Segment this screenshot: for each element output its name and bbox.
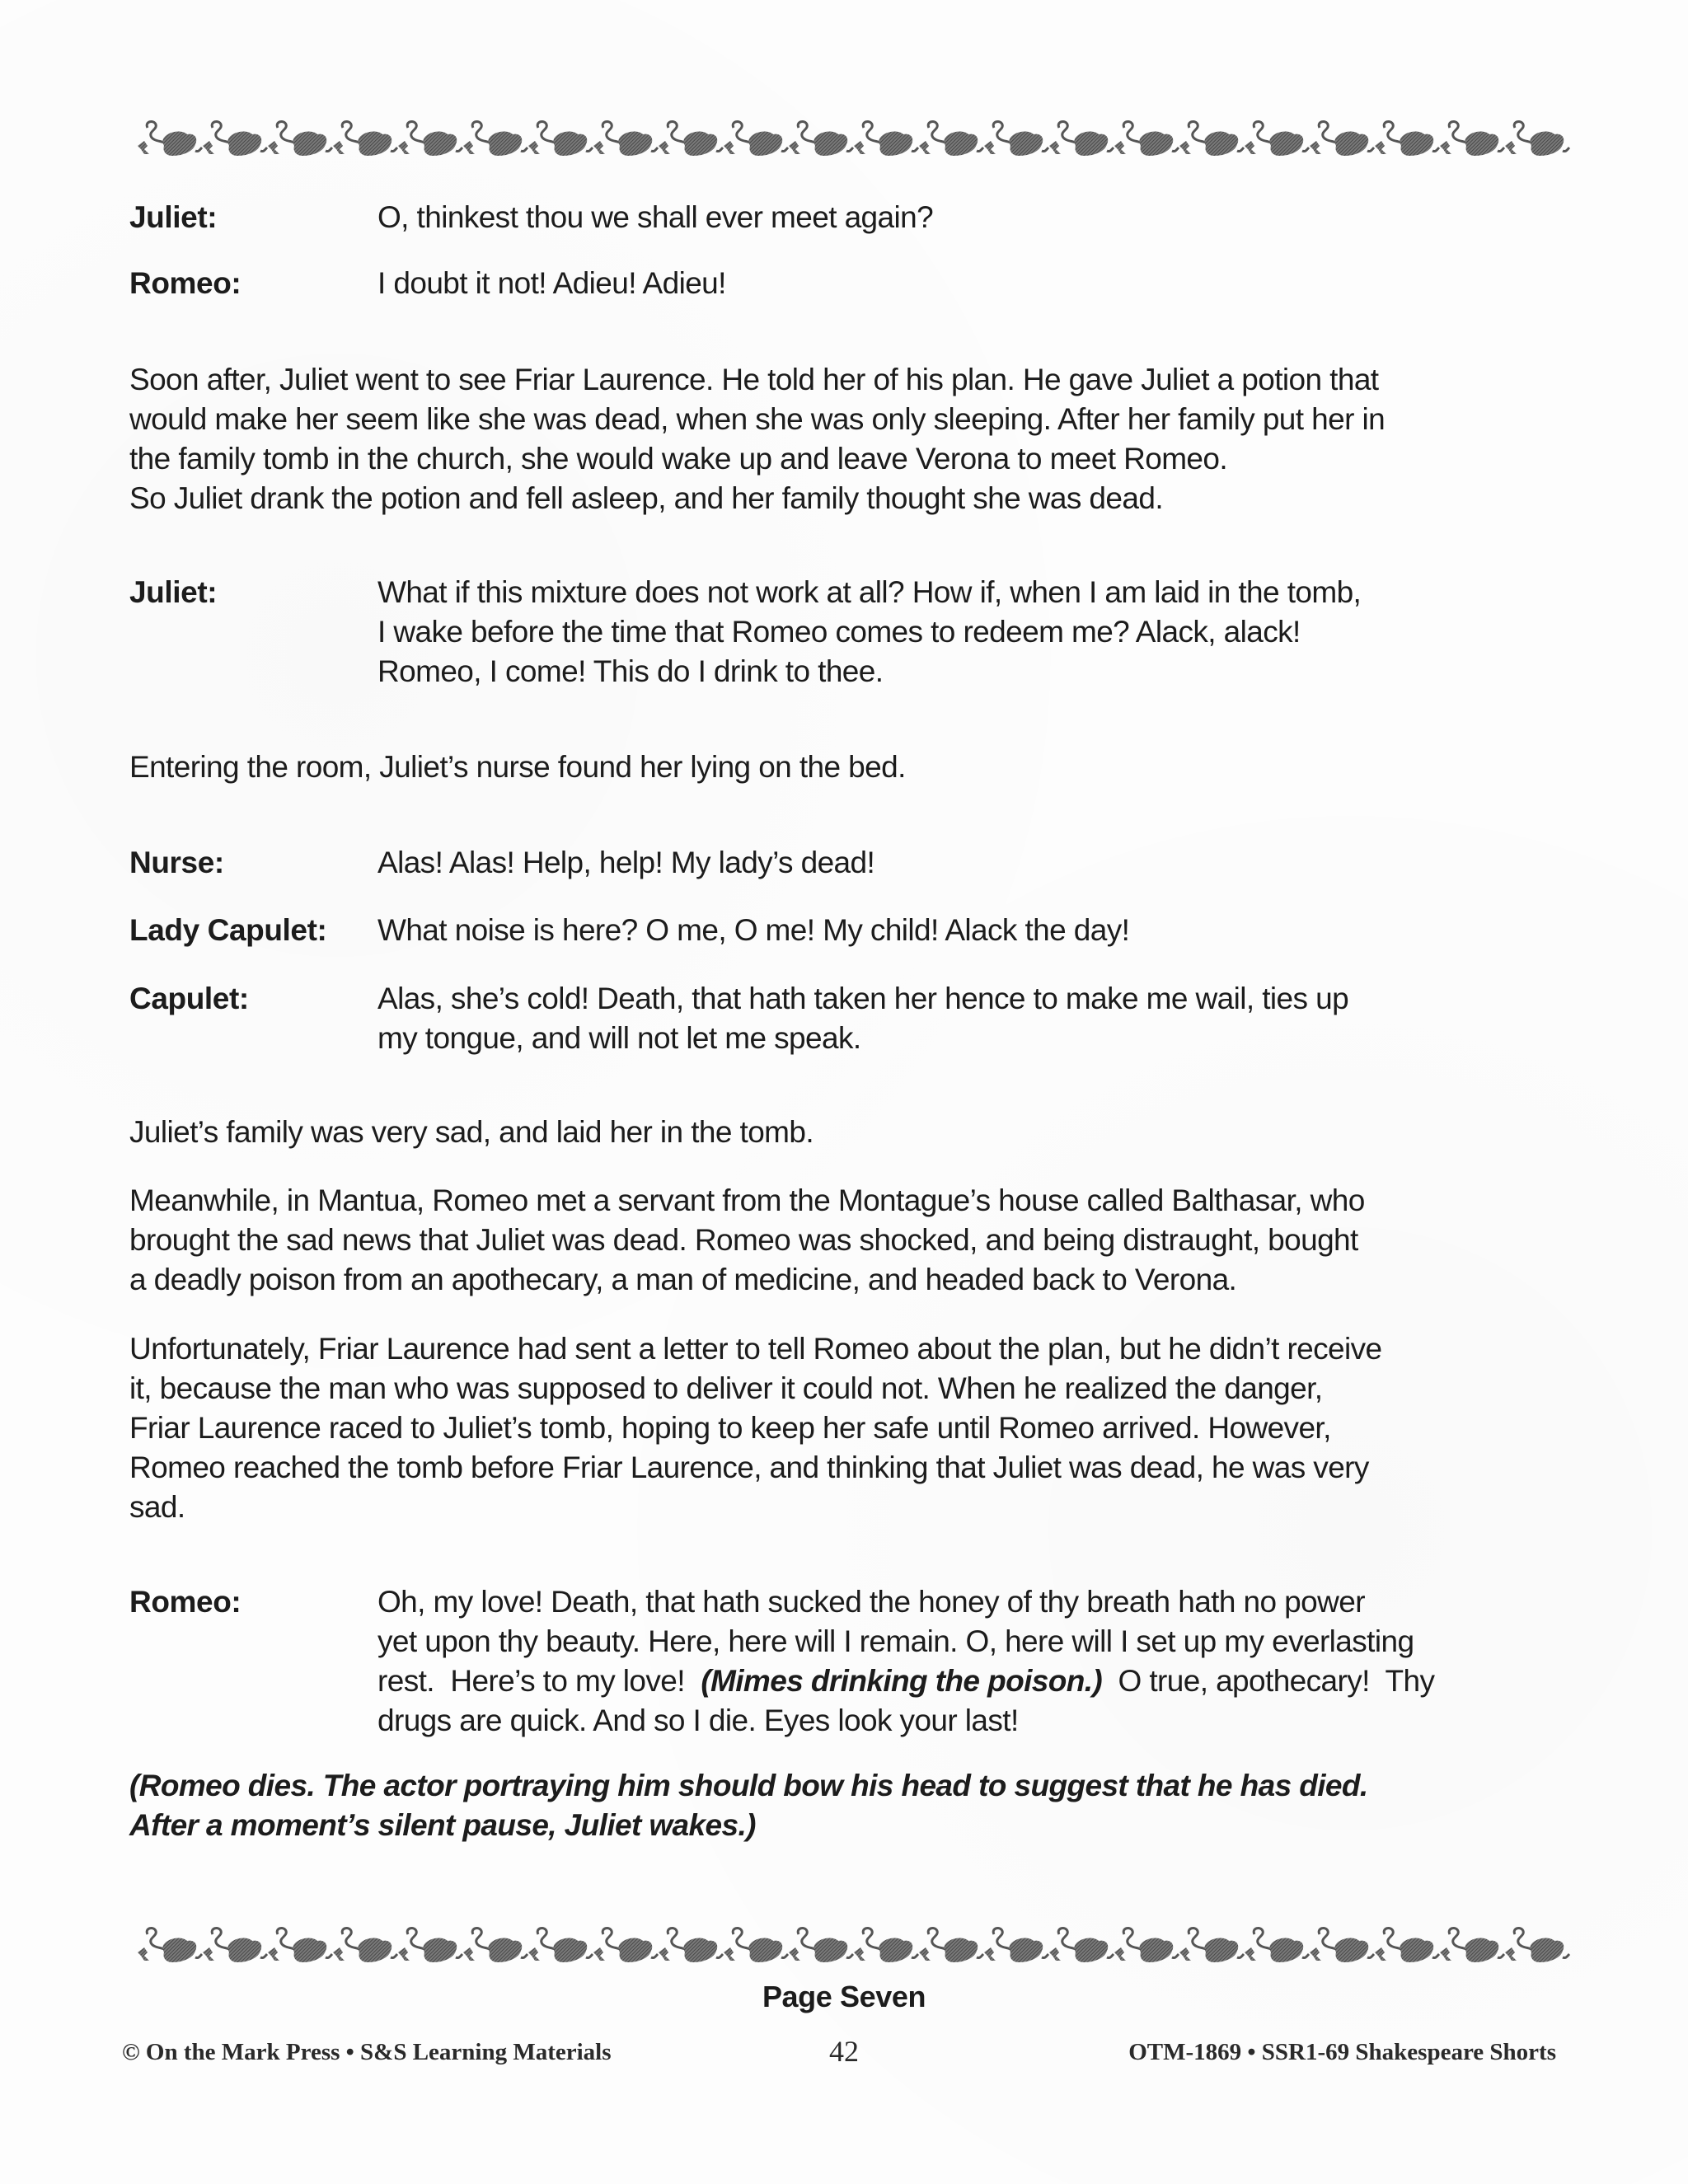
narration-line: it, because the man who was supposed to deliver it could not. When he realized the danger,	[129, 1371, 1323, 1405]
speaker-label-romeo: Romeo:	[129, 1585, 241, 1619]
speech-romeo-2	[377, 1582, 1573, 1741]
narration-line: So Juliet drank the potion and fell asleep, and her family thought she was dead.	[129, 481, 1164, 515]
speaker-label-lady-capulet: Lady Capulet:	[129, 913, 327, 947]
speaker-label-juliet: Juliet:	[129, 575, 218, 609]
narration-line: the family tomb in the church, she would wake up and leave Verona to meet Romeo.	[129, 442, 1228, 476]
speech-juliet-2	[377, 573, 1573, 691]
speech-line: my tongue, and will not let me speak.	[377, 1021, 861, 1055]
ivy-vine-border-icon	[136, 1924, 1574, 1966]
footer-copyright: © On the Mark Press • S&S Learning Materials	[122, 2039, 612, 2065]
narration-line: Romeo reached the tomb before Friar Laurence, and thinking that Juliet was dead, he was very	[129, 1451, 1369, 1484]
stage-direction-paragraph	[129, 1766, 1580, 1845]
speech-line: O, thinkest thou we shall ever meet again?	[377, 200, 934, 234]
speech-juliet-1	[377, 198, 1573, 237]
bottom-ivy-border	[136, 1924, 1574, 1966]
inline-stage-direction: (Mimes drinking the poison.)	[701, 1664, 1103, 1698]
narration-paragraph-potion-plan	[129, 360, 1580, 518]
narration-line: Soon after, Juliet went to see Friar Laurence. He told her of his plan. He gave Juliet a potion that	[129, 363, 1379, 396]
narration-paragraph-letter	[129, 1329, 1580, 1527]
speaker-label-nurse: Nurse:	[129, 846, 224, 879]
speech-line: Romeo, I come! This do I drink to thee.	[377, 654, 884, 688]
narration-line: would make her seem like she was dead, when she was only sleeping. After her family put her in	[129, 402, 1386, 436]
narration-line: Unfortunately, Friar Laurence had sent a letter to tell Romeo about the plan, but he didn’t receive	[129, 1332, 1382, 1366]
speech-lady-capulet	[377, 911, 1573, 950]
speech-line: drugs are quick. And so I die. Eyes look your last!	[377, 1704, 1019, 1737]
speaker-label-juliet: Juliet:	[129, 200, 218, 234]
speaker-label-capulet: Capulet:	[129, 982, 249, 1015]
narration-line: Meanwhile, in Mantua, Romeo met a servant from the Montague’s house called Balthasar, who	[129, 1183, 1365, 1217]
speech-line: Oh, my love! Death, that hath sucked the honey of thy breath hath no power	[377, 1585, 1365, 1619]
speech-line-with-stage-direction	[377, 1661, 1573, 1701]
narration-line: brought the sad news that Juliet was dead. Romeo was shocked, and being distraught, bought	[129, 1223, 1358, 1257]
narration-line: Juliet’s family was very sad, and laid her in the tomb.	[129, 1115, 814, 1149]
narration-line: a deadly poison from an apothecary, a man of medicine, and headed back to Verona.	[129, 1263, 1237, 1296]
speech-nurse	[377, 843, 1573, 883]
narration-line: sad.	[129, 1490, 185, 1524]
top-ivy-border	[136, 118, 1574, 159]
narration-line: Entering the room, Juliet’s nurse found her lying on the bed.	[129, 750, 906, 784]
speech-romeo-1	[377, 264, 1573, 303]
speech-line: Alas, she’s cold! Death, that hath taken her hence to make me wail, ties up	[377, 982, 1349, 1015]
narration-paragraph-mantua	[129, 1181, 1580, 1300]
speech-line: I wake before the time that Romeo comes to redeem me? Alack, alack!	[377, 615, 1301, 649]
speech-line: What noise is here? O me, O me! My child! Alack the day!	[377, 913, 1130, 947]
narration-line: Friar Laurence raced to Juliet’s tomb, hoping to keep her safe until Romeo arrived. However,	[129, 1411, 1331, 1445]
stage-direction-line: After a moment’s silent pause, Juliet wakes.)	[129, 1808, 756, 1842]
ivy-vine-border-icon	[136, 118, 1574, 159]
footer-product-code: OTM-1869 • SSR1-69 Shakespeare Shorts	[1128, 2039, 1556, 2065]
speech-fragment: O true, apothecary! Thy	[1102, 1664, 1435, 1698]
speech-fragment: rest. Here’s to my love!	[377, 1664, 701, 1698]
narration-paragraph-nurse-enters	[129, 748, 1580, 787]
footer-page-number: 42	[829, 2035, 859, 2068]
page-label: Page Seven	[762, 1980, 926, 2013]
speech-capulet	[377, 979, 1573, 1058]
narration-paragraph-family-sad	[129, 1113, 1580, 1152]
stage-direction-line: (Romeo dies. The actor portraying him should bow his head to suggest that he has died.	[129, 1769, 1368, 1802]
speech-line: What if this mixture does not work at all? How if, when I am laid in the tomb,	[377, 575, 1362, 609]
speech-line: yet upon thy beauty. Here, here will I remain. O, here will I set up my everlasting	[377, 1624, 1414, 1658]
speech-line: Alas! Alas! Help, help! My lady’s dead!	[377, 846, 875, 879]
speech-line: I doubt it not! Adieu! Adieu!	[377, 266, 726, 300]
speaker-label-romeo: Romeo:	[129, 266, 241, 300]
